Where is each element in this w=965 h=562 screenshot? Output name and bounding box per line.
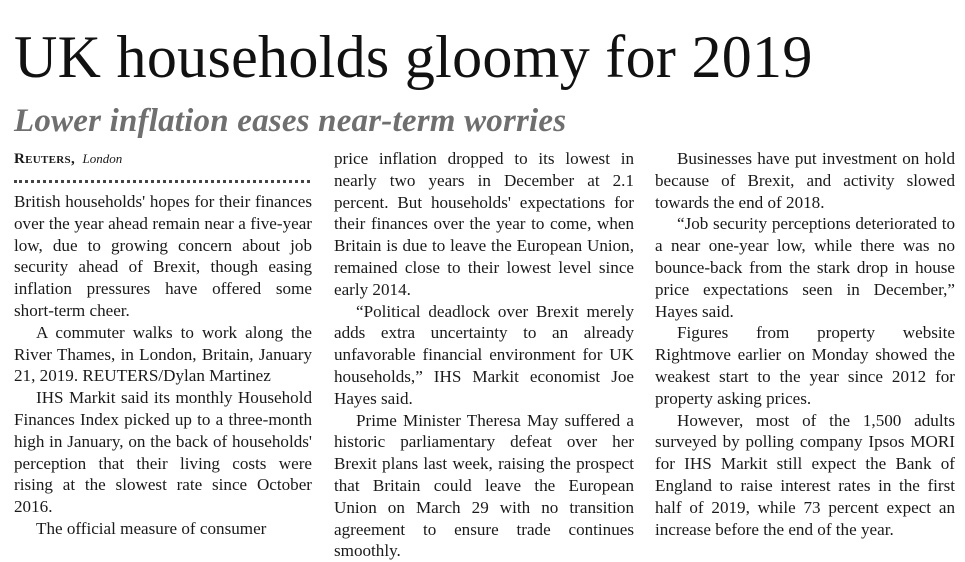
paragraph: “Political deadlock over Brexit merely adds extra uncertainty to an already unfavorable financial environment for UK households,” IHS Markit economist Joe Hayes said. (334, 301, 634, 408)
paragraph: The official measure of consumer (36, 518, 267, 538)
paragraph: Businesses have put investment on hold because of Brexit, and activity slowed towards the end of 2018. (655, 149, 955, 212)
photo-caption: A commuter walks to work along the River Thames, in London, Britain, January 21, 2019. REUTERS/Dylan Martinez (14, 322, 312, 386)
paragraph: However, most of the 1,500 adults surveyed by polling company Ipsos MORI for IHS Markit still expect the Bank of England to raise interest rates in the first half of 2019, while 73 percent expect an increase before the end of the year. (655, 410, 955, 539)
byline (14, 148, 314, 170)
paragraph: IHS Markit said its monthly Household Finances Index picked up to a three-month high in January, on the back of households' perception that their living costs were rising at the slowest rate since October 2016. (14, 388, 312, 517)
article-column-3 (655, 148, 955, 540)
dotted-divider (14, 180, 310, 183)
byline-location: London (82, 151, 123, 166)
paragraph: British households' hopes for their finances over the year ahead remain near a five-year low, due to growing concern about job security ahead of Brexit, though easing inflation pressures have offered some short-term cheer. (14, 192, 312, 320)
article-column-1 (14, 191, 312, 540)
subheadline: Lower inflation eases near-term worries (14, 103, 567, 139)
paragraph: Prime Minister Theresa May suffered a historic parliamentary defeat over her Brexit plans last week, raising the prospect that Britain could leave the European Union on March 29 with no transition agreement to ensure trade continues smoothly. (334, 410, 634, 561)
paragraph: Figures from property website Rightmove earlier on Monday showed the weakest start to the year since 2012 for property asking prices. (655, 323, 955, 408)
article-column-2 (334, 148, 634, 562)
headline: UK households gloomy for 2019 (14, 24, 813, 90)
byline-agency: Reuters, (14, 151, 75, 167)
paragraph: “Job security perceptions deteriorated to a near one-year low, while there was no bounce-back from the stark drop in house price expectations seen in December,” Hayes said. (655, 214, 955, 321)
paragraph: price inflation dropped to its lowest in nearly two years in December at 2.1 percent. But households' expectations for their finances over the year to come, when Britain is due to leave the European Union, remained close to their lowest level since early 2014. (334, 149, 634, 299)
